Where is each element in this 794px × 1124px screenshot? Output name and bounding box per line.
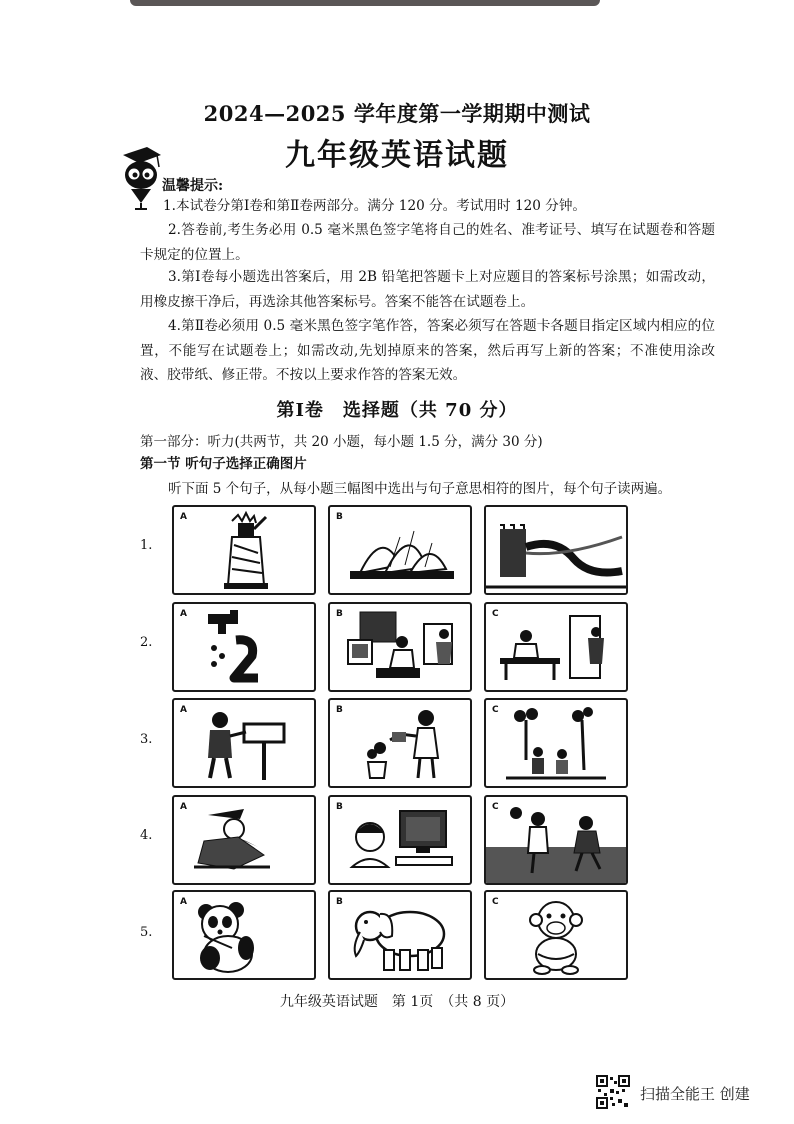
scan-edge-shadow (130, 0, 600, 6)
boy-computer-icon (330, 797, 470, 883)
tip-item-4-text: 4.第Ⅱ卷必须用 0.5 毫米黑色签字笔作答，答案必须写在答题卡各题目指定区域内相应的位置，不能写在试题卷上；如需改动,先划掉原来的答案，然后再写上新的答案；不准使用涂改液、胶带纸、修正带。不按以上要求作答的答案无效。 (140, 318, 715, 383)
option-letter: A (180, 897, 187, 907)
question-number: 5. (140, 925, 153, 940)
boy-desk-door-icon (486, 604, 626, 690)
question-number: 3. (140, 732, 153, 747)
girl-watering-plant-icon (330, 700, 470, 786)
q3-option-b[interactable] (328, 698, 472, 788)
q2-option-c[interactable] (484, 602, 628, 692)
option-letter: C (492, 897, 499, 907)
panda-icon (174, 892, 314, 978)
tip-item-1: 1.本试卷分第Ⅰ卷和第Ⅱ卷两部分。满分 120 分。考试用时 120 分钟。 (163, 198, 587, 214)
option-letter: B (336, 609, 343, 619)
part-one-heading: 第一部分：听力(共两节，共 20 小题，每小题 1.5 分，满分 30 分) (140, 434, 543, 450)
option-letter: C (492, 609, 499, 619)
option-letter: A (180, 705, 187, 715)
option-letter: C (492, 705, 499, 715)
q3-option-a[interactable] (172, 698, 316, 788)
section-one-heading: 第一节 听句子选择正确图片 (140, 456, 307, 472)
page-footer: 九年级英语试题 第 1页 （共 8 页） (279, 994, 515, 1010)
man-mailbox-icon (174, 700, 314, 786)
listening-instruction: 听下面 5 个句子，从每小题三幅图中选出与句子意思相符的图片，每个句子读两遍。 (168, 481, 672, 497)
q5-option-b[interactable] (328, 890, 472, 980)
dripping-tap-icon (174, 604, 314, 690)
qr-code-icon (596, 1075, 630, 1109)
tips-label: 温馨提示: (162, 178, 224, 194)
section-heading: 第Ⅰ卷 选择题（共 70 分） (276, 400, 518, 421)
elephant-icon (330, 892, 470, 978)
q5-option-a[interactable] (172, 890, 316, 980)
monkey-icon (486, 892, 626, 978)
tip-item-2-text: 2.答卷前,考生务必用 0.5 毫米黑色签字笔将自己的姓名、准考证号、填写在试题卷和答题卡规定的位置上。 (140, 222, 715, 263)
q5-option-c[interactable] (484, 890, 628, 980)
boy-tv-phone-icon (330, 604, 470, 690)
great-wall-icon (486, 507, 626, 593)
option-letter: B (336, 512, 343, 522)
owl-mascot-icon (117, 145, 165, 211)
q4-option-b[interactable] (328, 795, 472, 885)
option-letter: B (336, 897, 343, 907)
question-number: 2. (140, 635, 153, 650)
exam-title-line2: 九年级英语试题 (285, 138, 509, 173)
option-letter: A (180, 512, 187, 522)
q1-option-c[interactable] (484, 505, 628, 595)
statue-of-liberty-icon (174, 507, 314, 593)
scanner-watermark: 扫描全能王 创建 (640, 1085, 750, 1103)
option-letter: A (180, 609, 187, 619)
q2-option-b[interactable] (328, 602, 472, 692)
q1-option-a[interactable] (172, 505, 316, 595)
tip-item-2 (140, 218, 715, 267)
kids-playing-ball-icon (486, 797, 626, 883)
q4-option-c[interactable] (484, 795, 628, 885)
q2-option-a[interactable] (172, 602, 316, 692)
q1-option-b[interactable] (328, 505, 472, 595)
option-letter: A (180, 802, 187, 812)
tip-item-3 (140, 265, 715, 314)
question-number: 4. (140, 828, 153, 843)
old-man-sleeping-icon (174, 797, 314, 883)
option-letter: B (336, 705, 343, 715)
kids-planting-trees-icon (486, 700, 626, 786)
question-number: 1. (140, 538, 153, 553)
exam-title-line1: 2024—2025 学年度第一学期期中测试 (203, 101, 591, 126)
q4-option-a[interactable] (172, 795, 316, 885)
option-letter: B (336, 802, 343, 812)
q3-option-c[interactable] (484, 698, 628, 788)
tip-item-3-text: 3.第Ⅰ卷每小题选出答案后，用 2B 铅笔把答题卡上对应题目的答案标号涂黑；如需改动，用橡皮擦干净后，再选涂其他答案标号。答案不能答在试题卷上。 (140, 269, 715, 310)
option-letter: C (492, 802, 499, 812)
tip-item-4 (140, 314, 715, 388)
sydney-opera-house-icon (330, 507, 470, 593)
